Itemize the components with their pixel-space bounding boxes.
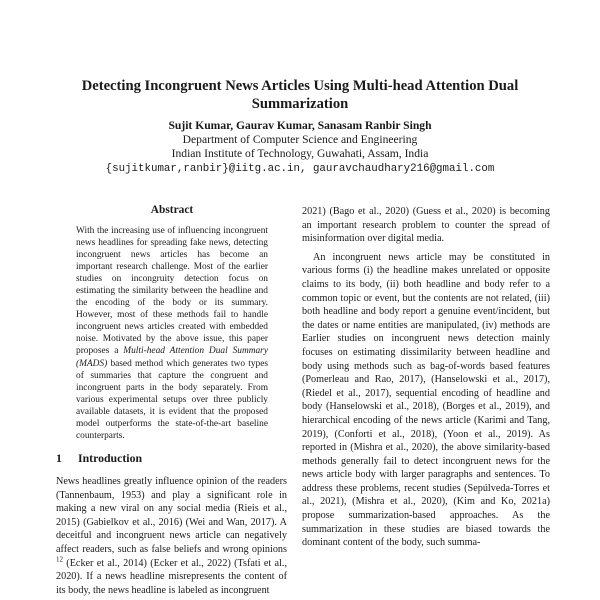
model-name: Multi-head Attention Dual Summary (123, 346, 268, 357)
abstract-text-2: based method which generates two types of summaries that capture the congruent and incongruent parts in the body separately. From various experimental setups over three publicly available datasets, it is evident that the proposed model outperforms the state-of-the-art baseline counterparts. (76, 358, 268, 441)
model-abbreviation: (MADS) (76, 358, 108, 369)
left-column-body (56, 475, 287, 597)
section-number: 1 (56, 451, 62, 465)
intro-paragraph-1 (56, 475, 287, 597)
right-column-body (302, 205, 550, 550)
department: Department of Computer Science and Engineering (182, 133, 418, 147)
institution: Indian Institute of Technology, Guwahati, Assam, India (171, 147, 429, 161)
abstract-text-1: With the increasing use of influencing incongruent news headlines for spreading fake news, detecting incongruent news articles has become an important research challenge. Most of the earlier studies on incongruity detection focus on estimating the similarity between the headline and the encoding of the body or its summary. However, most of these methods fail to handle incongruent news articles created with embedded noise. Motivated by the above issue, this paper proposes a (76, 226, 268, 357)
paragraph-text: News headlines greatly influence opinion of the readers (Tannenbaum, 1953) and play a significant role in making a new viral on any social media (Rieis et al., 2015) (Gabielkov et al., 2016) (Wei and Wan, 2017). A deceitful and incongruent news article can negatively affect readers, such as false beliefs and wrong opinions (56, 476, 287, 555)
abstract-heading: Abstract (150, 204, 194, 216)
section-heading-introduction (56, 451, 287, 466)
paragraph-text: (Ecker et al., 2014) (Ecker et al., 2022) (Tsfati et al., 2020). If a news headline misrepresents the content of its body, the news headline is labeled as incongruent (56, 557, 287, 596)
intro-paragraph-2: An incongruent news article may be constituted in various forms (i) the headline makes unrelated or opposite claims to its body, (ii) both headline and body refer to a common topic or event, but the contents are not related, (iii) both headline and body report a genuine event/incident, but the dates or name entities are manipulated, (iv) methods are Earlier studies on incongruent news detection mainly focuses on estimating dissimilarity between headline and body using methods such as bag-of-words based features (Pomerleau and Rao, 2017), (Hanselowski et al., 2017), (Riedel et al., 2017), sequential encoding of headline and body (Hanselowski et al., 2018), (Borges et al., 2019), and hierarchical encoding of the news article (Karimi and Tang, 2019), (Conforti et al., 2018), (Yoon et al., 2019). As reported in (Mishra et al., 2020), the above similarity-based methods generally fail to detect incongruent news for the news article body with larger paragraphs and sentences. To address these problems, recent studies (Sepúlveda-Torres et al., 2021), (Mishra et al., 2020), (Kim and Ko, 2021a) propose summarization-based approaches. As the summarization in these studies are biased towards the dominant content of the body, such summa- (302, 251, 550, 549)
abstract-body (76, 225, 268, 442)
paper-title: Detecting Incongruent News Articles Using Multi-head Attention Dual Summarization (81, 78, 519, 112)
author-block (60, 119, 540, 176)
author-names: Sujit Kumar, Gaurav Kumar, Sanasam Ranbir Singh (168, 119, 432, 132)
intro-paragraph-continued: 2021) (Bago et al., 2020) (Guess et al., 2020) is becoming an important research problem to counter the spread of misinformation over digital media. (302, 206, 550, 245)
author-emails: {sujitkumar,ranbir}@iitg.ac.in, gauravchaudhary216@gmail.com (105, 162, 495, 175)
section-title: Introduction (78, 451, 143, 465)
footnote-marker: 12 (56, 555, 63, 564)
